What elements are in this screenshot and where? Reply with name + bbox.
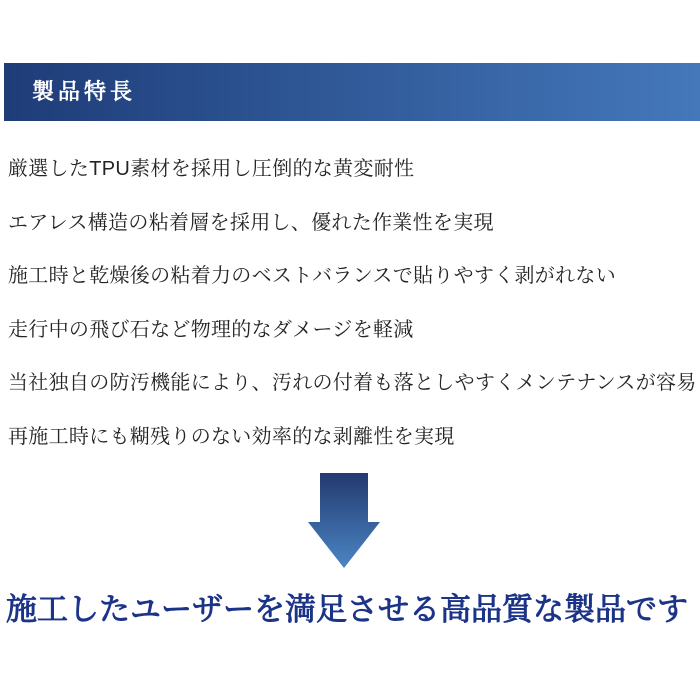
conclusion-headline: 施工したユーザーを満足させる高品質な製品です [6, 592, 688, 627]
feature-item: 走行中の飛び石など物理的なダメージを軽減 [8, 318, 414, 341]
down-arrow-icon [308, 473, 380, 568]
feature-item: エアレス構造の粘着層を採用し、優れた作業性を実現 [8, 211, 494, 234]
section-title: 製品特長 [32, 79, 137, 104]
feature-item: 当社独自の防汚機能により、汚れの付着も落としやすくメンテナンスが容易 [8, 372, 697, 395]
feature-item: 施工時と乾燥後の粘着力のベストバランスで貼りやすく剥がれない [8, 265, 616, 288]
section-header-bar [4, 63, 700, 121]
feature-item: 再施工時にも糊残りのない効率的な剥離性を実現 [8, 425, 455, 448]
feature-list [8, 140, 696, 461]
feature-item: 厳選したTPU素材を採用し圧倒的な黄変耐性 [8, 158, 415, 181]
